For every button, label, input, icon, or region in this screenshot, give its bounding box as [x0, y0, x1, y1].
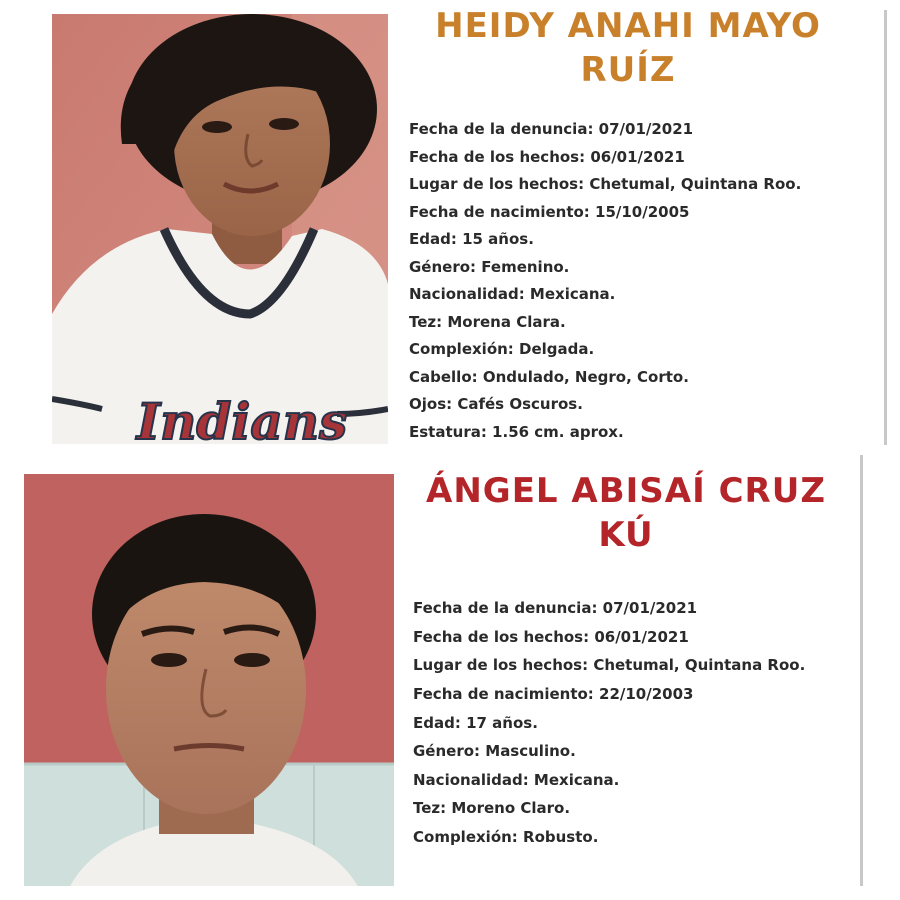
detail-edad-1: Edad: 15 años. [409, 230, 534, 248]
detail-genero-1: Género: Femenino. [409, 257, 570, 276]
person-name-1-line1: HEIDY ANAHI MAYO [435, 6, 821, 46]
detail-genero-2: Género: Masculino. [413, 742, 576, 760]
portrait-illustration-2 [24, 474, 394, 900]
card-2-bottom-crop [0, 886, 900, 900]
photo-person-2 [24, 474, 394, 900]
person-name-2-line1: ÁNGEL ABISAÍ CRUZ [426, 471, 826, 511]
detail-estatura-1: Estatura: 1.56 cm. aprox. [409, 422, 624, 441]
detail-tez-2: Tez: Moreno Claro. [413, 799, 571, 817]
photo-person-1 [52, 14, 388, 444]
detail-tez-1: Tez: Morena Clara. [409, 312, 566, 331]
shirt-lettering: Indians [136, 392, 348, 444]
card-2-right-edge [860, 455, 863, 890]
detail-nacimiento-1: Fecha de nacimiento: 15/10/2005 [409, 202, 690, 221]
person-name-1-line2: RUÍZ [580, 50, 676, 90]
detail-denuncia-1: Fecha de la denuncia: 07/01/2021 [409, 120, 694, 138]
missing-person-card-2 [0, 455, 900, 900]
person-name-2-line2: KÚ [598, 515, 654, 555]
detail-ojos-1: Ojos: Cafés Oscuros. [409, 395, 583, 413]
detail-cabello-1: Cabello: Ondulado, Negro, Corto. [409, 367, 689, 386]
person-name-1 [400, 4, 856, 92]
detail-hechos-2: Fecha de los hechos: 06/01/2021 [413, 627, 689, 646]
detail-nacionalidad-1: Nacionalidad: Mexicana. [409, 285, 616, 303]
detail-lugar-2: Lugar de los hechos: Chetumal, Quintana Roo. [413, 656, 806, 674]
detail-complexion-1: Complexión: Delgada. [409, 340, 595, 358]
portrait-illustration-1 [52, 14, 388, 444]
details-list-2 [413, 594, 833, 851]
detail-denuncia-2: Fecha de la denuncia: 07/01/2021 [413, 599, 698, 617]
detail-lugar-1: Lugar de los hechos: Chetumal, Quintana Roo. [409, 175, 802, 193]
detail-complexion-2: Complexión: Robusto. [413, 827, 599, 846]
detail-hechos-1: Fecha de los hechos: 06/01/2021 [409, 147, 685, 166]
person-name-2 [404, 469, 848, 557]
detail-edad-2: Edad: 17 años. [413, 713, 538, 732]
detail-nacionalidad-2: Nacionalidad: Mexicana. [413, 770, 620, 789]
details-list-1 [409, 116, 879, 446]
card-1-right-edge [884, 10, 887, 445]
detail-nacimiento-2: Fecha de nacimiento: 22/10/2003 [413, 685, 694, 703]
